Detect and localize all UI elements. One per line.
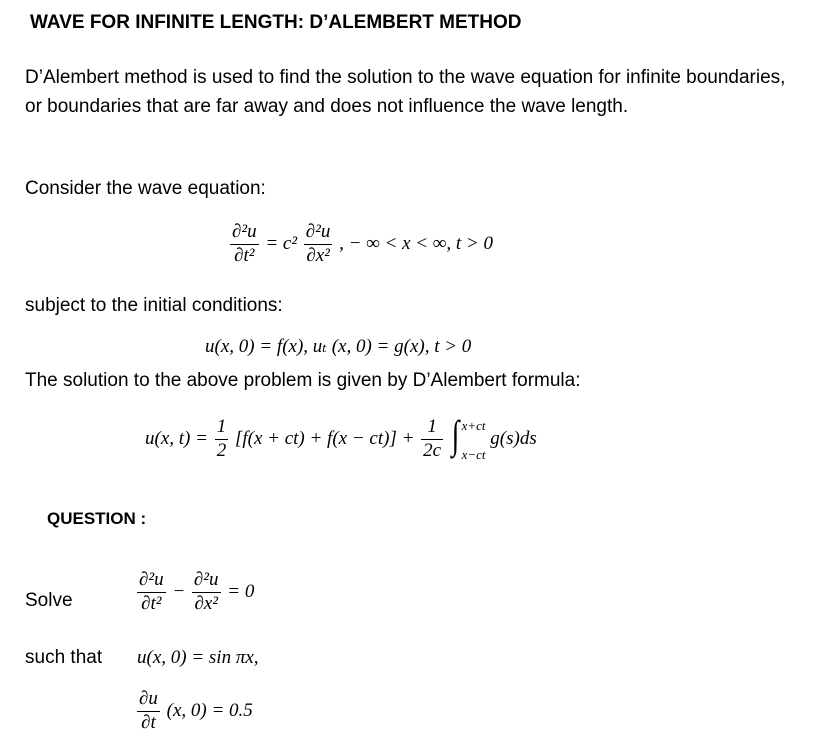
intro-paragraph: D’Alembert method is used to find the solution to the wave equation for infinite boundaries, or boundaries that are far away and does not influence the wave length. xyxy=(25,67,786,117)
t-denominator: ∂t² xyxy=(137,592,166,615)
du-dt-fraction xyxy=(137,689,160,734)
coef-numerator: 1 xyxy=(427,416,437,438)
integral-sign: ∫ xyxy=(451,412,460,457)
lhs-denominator: ∂t² xyxy=(230,244,259,267)
equation-domain: , − ∞ < x < ∞, t > 0 xyxy=(339,232,493,254)
initial-condition-2 xyxy=(135,689,253,734)
rhs-numerator: ∂²u xyxy=(305,221,331,242)
rhs-fraction xyxy=(304,222,333,267)
half-denominator: 2 xyxy=(216,440,227,462)
half-fraction xyxy=(215,417,229,462)
coef-fraction xyxy=(421,417,443,462)
lhs-fraction xyxy=(230,222,259,267)
question-label: QUESTION : xyxy=(47,509,147,528)
solve-label: Solve xyxy=(25,590,73,611)
subject-text: subject to the initial conditions: xyxy=(25,295,283,316)
initial-condition-1: u(x, 0) = sin πx, xyxy=(137,647,259,668)
equals-c-squared: = c² xyxy=(265,232,298,254)
integral-upper-limit: x+ct xyxy=(461,417,486,433)
minus-sign: − xyxy=(172,580,186,602)
page-title: WAVE FOR INFINITE LENGTH: D’ALEMBERT METHOD xyxy=(30,12,522,33)
formula-lhs: u(x, t) = xyxy=(145,428,208,449)
x-numerator: ∂²u xyxy=(193,569,219,590)
wave-equation xyxy=(228,222,493,267)
integral-lower-limit: x−ct xyxy=(461,446,486,462)
x-denominator: ∂x² xyxy=(192,592,221,615)
lhs-numerator: ∂²u xyxy=(232,221,257,242)
problem-pde xyxy=(135,570,254,615)
such-that-label: such that xyxy=(25,647,103,668)
consider-text: Consider the wave equation: xyxy=(25,178,266,199)
dalembert-formula xyxy=(145,407,537,462)
initial-conditions: u(x, 0) = f(x), uₜ (x, 0) = g(x), t > 0 xyxy=(205,336,472,357)
solution-text: The solution to the above problem is given by D’Alembert formula: xyxy=(25,370,581,391)
x-second-derivative xyxy=(192,570,221,615)
half-numerator: 1 xyxy=(216,416,227,438)
integral-limits xyxy=(462,419,486,461)
integrand: g(s)ds xyxy=(490,428,537,449)
ic2-value: (x, 0) = 0.5 xyxy=(166,699,253,721)
rhs-denominator: ∂x² xyxy=(304,244,333,267)
t-second-derivative xyxy=(137,570,166,615)
coef-denominator: 2c xyxy=(423,440,442,462)
equals-zero: = 0 xyxy=(227,580,255,602)
du-numerator: ∂u xyxy=(139,688,158,709)
bracket-term: [f(x + ct) + f(x − ct)] + xyxy=(234,428,415,449)
du-denominator: ∂t xyxy=(137,711,160,734)
t-numerator: ∂²u xyxy=(139,569,164,590)
